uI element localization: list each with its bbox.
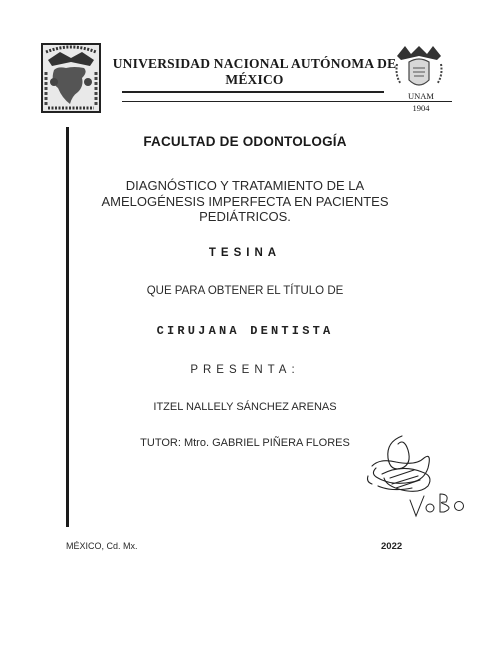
year: 2022 — [381, 541, 403, 552]
university-name-line2: MÉXICO — [225, 72, 284, 87]
thesis-title-line3: PEDIÁTRICOS. — [199, 209, 291, 224]
vobo-mark: VoBo — [362, 428, 365, 429]
author-name: ITZEL NALLELY SÁNCHEZ ARENAS — [153, 401, 337, 413]
margin-rule — [66, 127, 69, 527]
thesis-title — [95, 178, 395, 225]
unam-seal-icon — [40, 42, 102, 114]
faculty-seal-year: 1904 — [412, 103, 430, 113]
faculty-name: FACULTAD DE ODONTOLOGÍA — [143, 134, 347, 149]
faculty-seal-icon — [393, 44, 445, 92]
university-name-line1: UNIVERSIDAD NACIONAL AUTÓNOMA DE — [112, 56, 397, 71]
degree-name: CIRUJANA DENTISTA — [156, 324, 334, 338]
document-type: TESINA — [208, 247, 282, 259]
tutor-name: TUTOR: Mtro. GABRIEL PIÑERA FLORES — [140, 437, 350, 449]
signature-icon — [362, 428, 470, 536]
degree-purpose: QUE PARA OBTENER EL TÍTULO DE — [146, 285, 344, 297]
thesis-title-line2: AMELOGÉNESIS IMPERFECTA EN PACIENTES — [101, 193, 389, 209]
header-rule-top — [122, 91, 384, 93]
presents-label: PRESENTA: — [190, 364, 300, 376]
thesis-title-line1: DIAGNÓSTICO Y TRATAMIENTO DE LA — [125, 178, 365, 193]
university-name — [112, 56, 397, 88]
header-rule-bottom — [122, 101, 452, 102]
faculty-seal-unam: UNAM — [408, 91, 434, 101]
place: MÉXICO, Cd. Mx. — [66, 541, 138, 551]
